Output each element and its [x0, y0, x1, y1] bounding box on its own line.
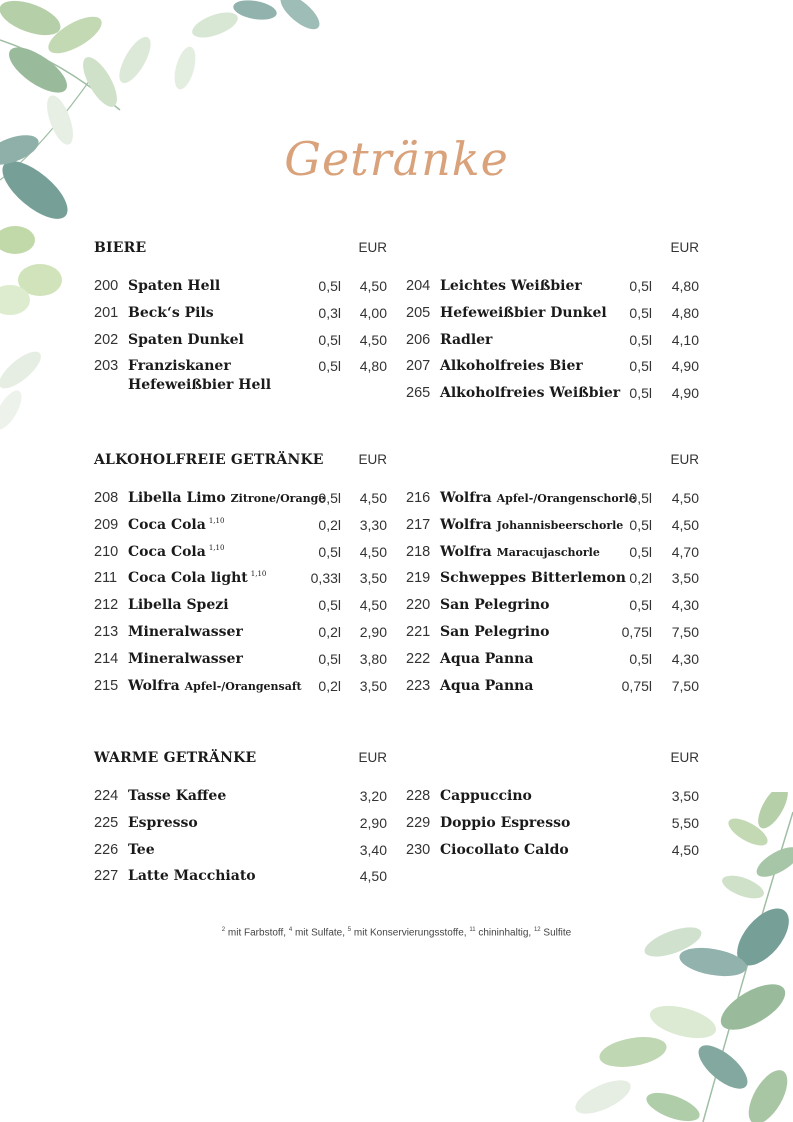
menu-item — [406, 624, 699, 651]
item-number: 208 — [94, 490, 119, 506]
item-number: 213 — [94, 623, 119, 640]
item-number: 265 — [406, 385, 431, 402]
menu-item — [94, 278, 387, 305]
footnote-marker: 11 — [469, 927, 476, 933]
item-volume: 0,75l — [621, 623, 652, 640]
item-name-text: Beck‘s Pils — [128, 304, 214, 321]
item-name-text: Franziskaner — [128, 358, 231, 375]
item-price: 4,90 — [671, 385, 699, 402]
item-price: 4,90 — [671, 358, 699, 375]
item-number: 229 — [406, 814, 431, 831]
item-name — [128, 305, 214, 321]
item-name-text: Coca Cola — [128, 516, 206, 533]
item-variant: Maracujaschorle — [496, 545, 600, 559]
menu-item — [94, 570, 387, 597]
item-name — [440, 570, 626, 586]
item-name — [128, 651, 243, 667]
item-number: 215 — [94, 677, 119, 694]
item-price: 4,50 — [671, 516, 699, 533]
item-name-text: Spaten Hell — [128, 278, 221, 294]
footnote-marker: 4 — [288, 927, 293, 933]
item-number: 216 — [406, 490, 431, 506]
item-variant: Zitrone/Orange — [230, 492, 326, 505]
footnote-marker: 12 — [533, 927, 541, 933]
item-volume: 0,5l — [318, 650, 341, 667]
item-price: 4,30 — [671, 597, 699, 614]
item-name — [440, 651, 533, 667]
item-volume: 0,5l — [629, 358, 652, 375]
allergen-footnote — [0, 927, 793, 938]
item-price: 4,80 — [671, 278, 699, 294]
item-name-text: Doppio Espresso — [440, 814, 571, 831]
item-name-text: Spaten Dunkel — [128, 331, 244, 348]
item-price: 4,50 — [359, 490, 387, 506]
section-heading: BIERE — [94, 240, 147, 256]
currency-label: EUR — [670, 452, 699, 467]
currency-label: EUR — [670, 750, 699, 765]
item-volume: 0,5l — [629, 516, 652, 533]
item-name-text: San Pelegrino — [440, 623, 550, 640]
item-volume: 0,2l — [318, 677, 341, 694]
item-name — [440, 278, 582, 294]
item-name — [440, 358, 583, 374]
menu-item — [94, 651, 387, 678]
item-name — [128, 842, 155, 858]
item-variant: Apfel-/Orangenschorle — [496, 492, 636, 505]
item-name-line2: Hefeweißbier Hell — [128, 377, 272, 394]
item-number: 209 — [94, 516, 119, 533]
menu-column-right — [406, 490, 699, 704]
item-name — [440, 490, 636, 506]
item-volume: 0,5l — [629, 597, 652, 614]
item-volume: 0,75l — [621, 677, 652, 694]
item-volume: 0,2l — [318, 516, 341, 533]
item-name — [128, 678, 302, 694]
item-name — [440, 305, 607, 321]
item-name-text: Ciocollato Caldo — [440, 841, 569, 858]
menu-item — [94, 332, 387, 359]
menu-item — [406, 788, 699, 815]
footnote-text: Sulfite — [540, 927, 572, 939]
item-price: 4,10 — [671, 331, 699, 348]
menu-item — [406, 597, 699, 624]
item-volume: 0,5l — [629, 304, 652, 321]
item-price: 4,50 — [359, 597, 387, 614]
item-price: 7,50 — [671, 623, 699, 640]
menu-item — [94, 678, 387, 705]
footnote-text: mit Farbstoff, — [225, 927, 289, 939]
item-number: 222 — [406, 650, 431, 667]
item-name — [128, 624, 243, 640]
item-price: 3,50 — [359, 677, 387, 694]
item-name-text: Cappuccino — [440, 788, 532, 804]
menu-item — [406, 385, 699, 412]
item-name-text: Wolfra — [440, 543, 492, 560]
currency-label: EUR — [358, 240, 387, 255]
section-heading: ALKOHOLFREIE GETRÄNKE — [94, 452, 324, 468]
menu-item — [94, 490, 387, 517]
item-price: 4,50 — [359, 278, 387, 294]
item-name-text: Coca Cola light — [128, 570, 248, 587]
item-variant: Johannisbeerschorle — [496, 518, 624, 532]
item-name-text: Libella Spezi — [128, 597, 229, 614]
item-name-text: Schweppes Bitterlemon — [440, 570, 626, 587]
item-price: 4,70 — [671, 543, 699, 560]
item-name-text: Alkoholfreies Weißbier — [440, 385, 621, 402]
item-number: 220 — [406, 597, 431, 614]
item-name-text: Tee — [128, 841, 155, 858]
menu-item — [406, 815, 699, 842]
item-volume: 0,5l — [629, 490, 652, 506]
item-volume: 0,2l — [318, 623, 341, 640]
item-volume: 0,5l — [629, 650, 652, 667]
item-price: 4,80 — [359, 358, 387, 375]
item-number: 205 — [406, 304, 431, 321]
additive-marker: 1,10 — [208, 516, 225, 525]
item-number: 227 — [94, 868, 119, 885]
item-name-text: Latte Macchiato — [128, 868, 256, 885]
item-name-text: Alkoholfreies Bier — [440, 358, 583, 375]
item-number: 217 — [406, 516, 431, 533]
item-price: 3,50 — [359, 570, 387, 587]
item-name-text: Libella Limo — [128, 490, 226, 506]
item-number: 226 — [94, 841, 119, 858]
item-volume: 0,5l — [318, 597, 341, 614]
item-name-text: Mineralwasser — [128, 650, 243, 667]
item-name — [440, 385, 620, 401]
item-number: 204 — [406, 278, 431, 294]
menu-item — [406, 332, 699, 359]
footnote-marker: 2 — [221, 927, 226, 933]
item-name — [128, 332, 244, 348]
item-number: 223 — [406, 677, 431, 694]
section-heading: WARME GETRÄNKE — [94, 750, 257, 766]
item-volume: 0,5l — [629, 543, 652, 560]
menu-column-right — [406, 788, 699, 868]
item-price: 3,20 — [359, 788, 387, 804]
item-price: 4,50 — [359, 331, 387, 348]
item-name — [440, 842, 569, 858]
item-name-text: Hefeweißbier Dunkel — [440, 304, 607, 321]
menu-item — [406, 842, 699, 869]
item-number: 230 — [406, 841, 431, 858]
menu-item — [406, 490, 699, 517]
item-name-text: Mineralwasser — [128, 623, 243, 640]
footnote-text: chininhaltig, — [475, 927, 534, 939]
menu-item — [406, 678, 699, 705]
item-name-text: Wolfra — [128, 677, 180, 694]
footnote-text: mit Konservierungsstoffe, — [351, 927, 470, 939]
item-volume: 0,5l — [629, 278, 652, 294]
item-name-text: Espresso — [128, 814, 198, 831]
item-name — [128, 868, 256, 884]
item-name — [440, 517, 623, 533]
item-price: 3,30 — [359, 516, 387, 533]
item-price: 3,50 — [671, 570, 699, 587]
item-number: 221 — [406, 623, 431, 640]
item-volume: 0,33l — [310, 570, 341, 587]
item-name — [440, 332, 492, 348]
item-name — [440, 815, 570, 831]
item-name-text: Aqua Panna — [440, 677, 534, 694]
menu-column-right — [406, 278, 699, 412]
item-name — [128, 517, 224, 533]
menu-item — [94, 788, 387, 815]
menu-item — [406, 305, 699, 332]
item-price: 2,90 — [359, 623, 387, 640]
item-volume: 0,3l — [318, 304, 341, 321]
item-price: 4,00 — [359, 304, 387, 321]
item-name — [128, 788, 226, 804]
item-name — [440, 678, 533, 694]
item-name — [128, 597, 229, 613]
item-number: 202 — [94, 331, 119, 348]
additive-marker: 1,10 — [250, 570, 267, 579]
item-number: 206 — [406, 331, 431, 348]
item-name — [128, 570, 266, 586]
item-number: 214 — [94, 650, 119, 667]
item-name-text: Aqua Panna — [440, 650, 534, 667]
item-name — [128, 278, 220, 294]
item-number: 207 — [406, 358, 431, 375]
item-number: 225 — [94, 814, 119, 831]
item-number: 218 — [406, 543, 431, 560]
menu-item — [94, 305, 387, 332]
footnote-marker: 5 — [347, 927, 352, 933]
item-volume: 0,5l — [318, 278, 341, 294]
item-name-text: Wolfra — [440, 490, 492, 506]
footnote-text: mit Sulfate, — [292, 927, 348, 939]
item-volume: 0,5l — [629, 331, 652, 348]
item-name-text: Coca Cola — [128, 543, 206, 560]
menu-column-left — [94, 278, 387, 394]
item-price: 3,80 — [359, 650, 387, 667]
menu-item — [406, 544, 699, 571]
currency-label: EUR — [670, 240, 699, 255]
menu-item — [406, 278, 699, 305]
item-number: 212 — [94, 597, 119, 614]
item-price: 4,50 — [359, 543, 387, 560]
item-price: 4,50 — [671, 841, 699, 858]
item-name-text: Wolfra — [440, 516, 492, 533]
item-volume: 0,5l — [318, 331, 341, 348]
menu-item — [406, 358, 699, 385]
item-volume: 0,5l — [318, 358, 341, 375]
item-price: 4,80 — [671, 304, 699, 321]
additive-marker: 1,10 — [208, 543, 225, 552]
item-name — [440, 624, 550, 640]
item-price: 7,50 — [671, 677, 699, 694]
item-name-text: San Pelegrino — [440, 597, 550, 614]
item-volume: 0,2l — [629, 570, 652, 587]
item-name — [440, 597, 550, 613]
item-volume: 0,5l — [318, 490, 341, 506]
item-name — [128, 490, 325, 506]
item-name — [440, 788, 532, 804]
item-volume: 0,5l — [629, 385, 652, 402]
menu-item — [94, 868, 387, 895]
page-title: Getränke — [284, 132, 509, 186]
menu-item — [406, 570, 699, 597]
item-name — [440, 544, 600, 560]
item-price: 3,50 — [671, 788, 699, 804]
item-variant: Apfel-/Orangensaft — [184, 679, 302, 693]
menu-item — [406, 517, 699, 544]
item-name — [128, 815, 198, 831]
item-name-text: Radler — [440, 331, 493, 348]
item-name-text: Leichtes Weißbier — [440, 278, 582, 294]
item-name-text: Tasse Kaffee — [128, 788, 227, 804]
item-number: 219 — [406, 570, 431, 587]
menu-item — [94, 358, 387, 394]
menu-item — [406, 651, 699, 678]
item-number: 201 — [94, 304, 119, 321]
currency-label: EUR — [358, 452, 387, 467]
item-price: 4,30 — [671, 650, 699, 667]
item-number: 224 — [94, 788, 119, 804]
item-price: 5,50 — [671, 814, 699, 831]
item-number: 211 — [94, 570, 118, 587]
menu-item — [94, 842, 387, 869]
item-price: 3,40 — [359, 841, 387, 858]
item-number: 210 — [94, 543, 119, 560]
menu-column-left — [94, 788, 387, 895]
menu-item — [94, 815, 387, 842]
menu-item — [94, 597, 387, 624]
item-name — [128, 544, 224, 560]
item-name — [128, 358, 231, 374]
item-price: 4,50 — [671, 490, 699, 506]
item-number: 200 — [94, 278, 119, 294]
item-price: 4,50 — [359, 868, 387, 885]
currency-label: EUR — [358, 750, 387, 765]
item-price: 2,90 — [359, 814, 387, 831]
menu-column-left — [94, 490, 387, 704]
item-volume: 0,5l — [318, 543, 341, 560]
menu-item — [94, 517, 387, 544]
menu-item — [94, 624, 387, 651]
item-number: 228 — [406, 788, 431, 804]
item-number: 203 — [94, 358, 119, 375]
menu-item — [94, 544, 387, 571]
